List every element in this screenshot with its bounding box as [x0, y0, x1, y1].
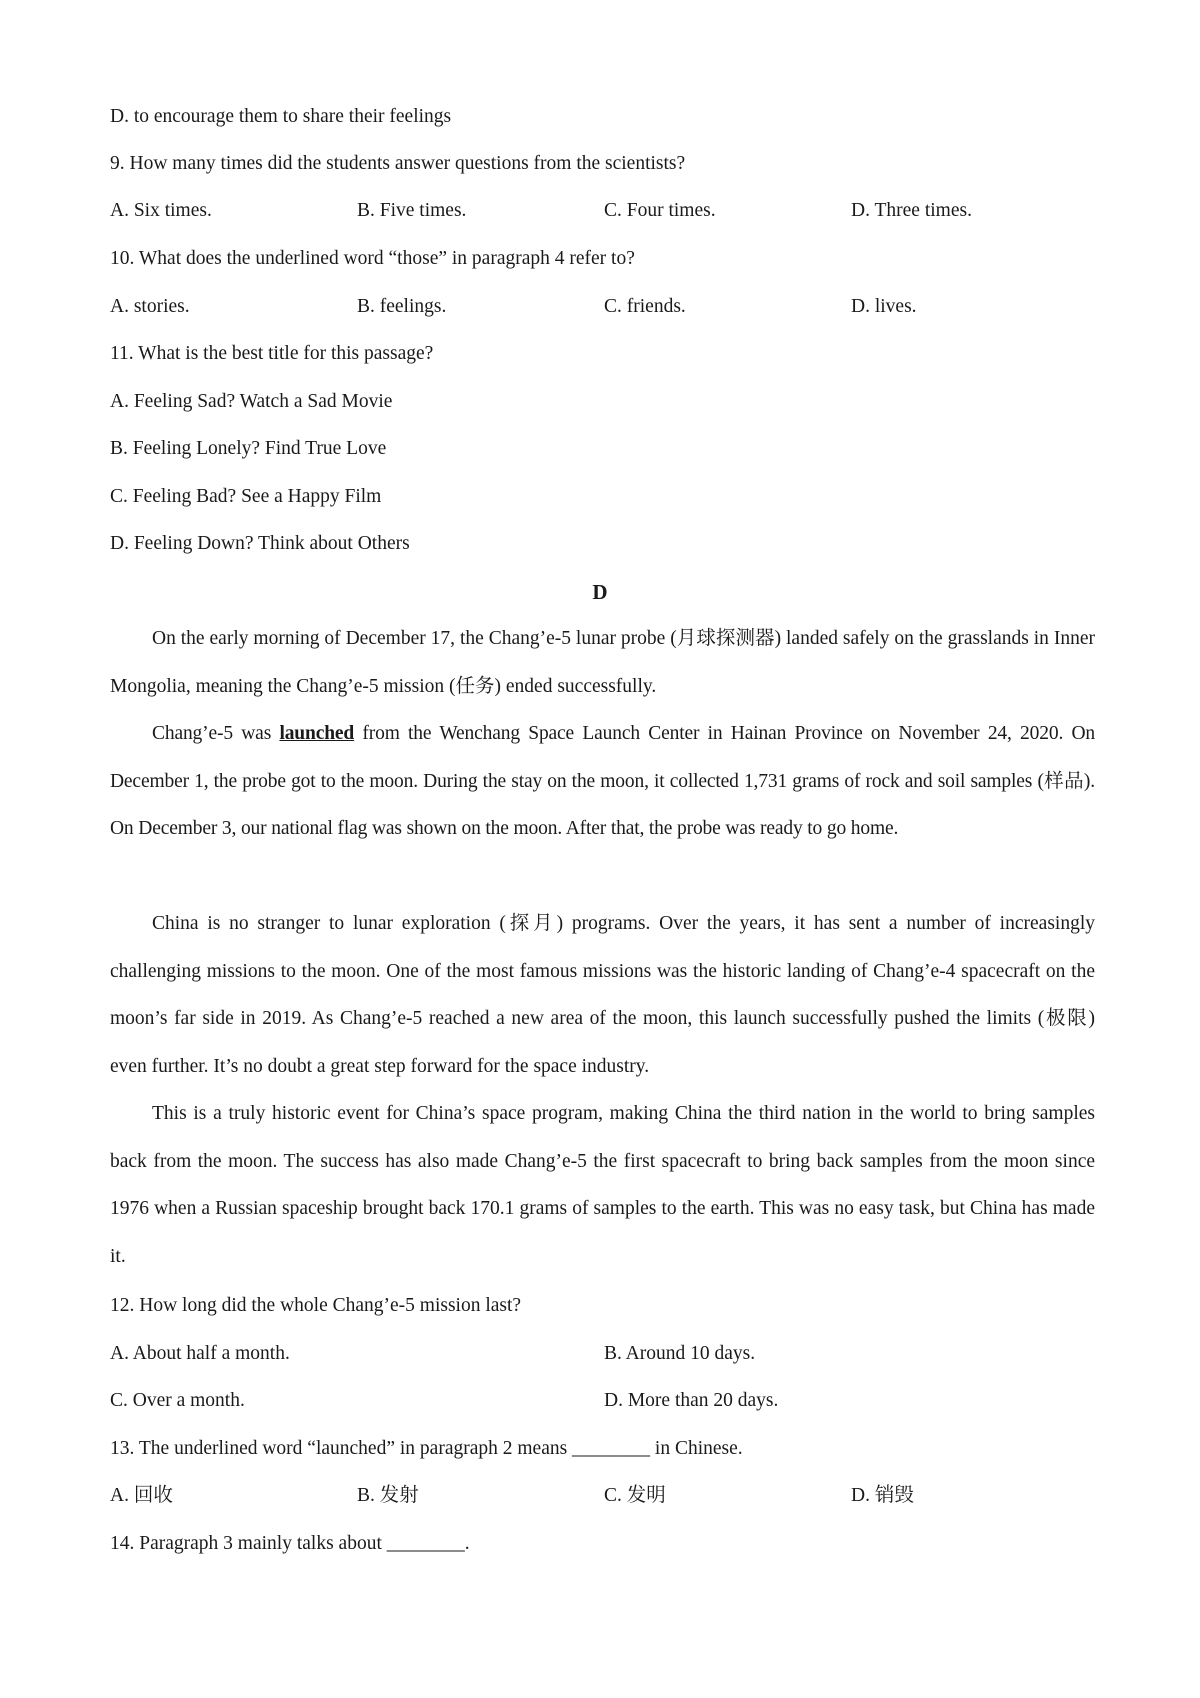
q10-option-c: C. friends. [604, 296, 686, 317]
q9-option-b: B. Five times. [357, 200, 467, 221]
passage-paragraph-2 [110, 710, 1095, 902]
q8-option-d: D. to encourage them to share their feelings [110, 106, 452, 127]
q10-stem: 10. What does the underlined word “those” in paragraph 4 refer to? [110, 248, 635, 269]
passage-paragraph-3: China is no stranger to lunar exploration (探月) programs. Over the years, it has sent a number of increasingly challenging missions to the moon. One of the most famous missions was the historic landing of Chang’e-4 spacecraft on the moon’s far side in 2019. As Chang’e-5 reached a new area of the moon, this launch successfully pushed the limits (极限) even further. It’s no doubt a great step forward for the space industry. [110, 913, 1095, 1077]
q12-option-d: D. More than 20 days. [604, 1390, 779, 1411]
q12-stem: 12. How long did the whole Chang’e-5 mission last? [110, 1295, 522, 1316]
q12-option-a: A. About half a month. [110, 1343, 290, 1364]
q12-option-c: C. Over a month. [110, 1390, 245, 1411]
q13-option-a: A. 回收 [110, 1485, 173, 1506]
q13-stem: 13. The underlined word “launched” in paragraph 2 means ________ in Chinese. [110, 1438, 743, 1459]
q10-option-b: B. feelings. [357, 296, 447, 317]
q12-option-b: B. Around 10 days. [604, 1343, 756, 1364]
q9-stem: 9. How many times did the students answer questions from the scientists? [110, 153, 686, 174]
q11-option-c: C. Feeling Bad? See a Happy Film [110, 486, 382, 507]
q11-stem: 11. What is the best title for this passage? [110, 343, 434, 364]
q10-option-a: A. stories. [110, 296, 190, 317]
q13-option-b: B. 发射 [357, 1485, 419, 1506]
paragraph-2-start: Chang’e-5 was [152, 723, 280, 744]
paragraph-2-rest: from the Wenchang Space Launch Center in Hainan Province on November 24, 2020. On December 1, the probe got to the moon. During the stay on the moon, it collected 1,731 grams of rock and soil samples (样品). On December 3, our national flag was shown on the moon. After that, the probe was ready to go home. [110, 723, 1095, 840]
q11-option-a: A. Feeling Sad? Watch a Sad Movie [110, 391, 393, 412]
q11-option-b: B. Feeling Lonely? Find True Love [110, 438, 387, 459]
underlined-word-launched: launched [279, 723, 355, 744]
q13-option-d: D. 销毁 [851, 1485, 914, 1506]
q9-option-d: D. Three times. [851, 200, 972, 221]
q10-option-d: D. lives. [851, 296, 917, 317]
q9-option-c: C. Four times. [604, 200, 716, 221]
q9-option-a: A. Six times. [110, 200, 212, 221]
q14-stem: 14. Paragraph 3 mainly talks about ________. [110, 1533, 470, 1554]
q13-option-c: C. 发明 [604, 1485, 666, 1506]
passage-paragraph-4: This is a truly historic event for China’s space program, making China the third nation in the world to bring samples back from the moon. The success has also made Chang’e-5 the first spacecraft to bring back samples from the moon since 1976 when a Russian spaceship brought back 170.1 grams of samples to the earth. This was no easy task, but China has made it. [110, 1103, 1095, 1267]
q11-option-d: D. Feeling Down? Think about Others [110, 533, 410, 554]
section-heading: D [592, 580, 608, 604]
passage-paragraph-1: On the early morning of December 17, the Chang’e-5 lunar probe (月球探测器) landed safely on the grasslands in Inner Mongolia, meaning the Chang’e-5 mission (任务) ended successfully. [110, 628, 1095, 697]
